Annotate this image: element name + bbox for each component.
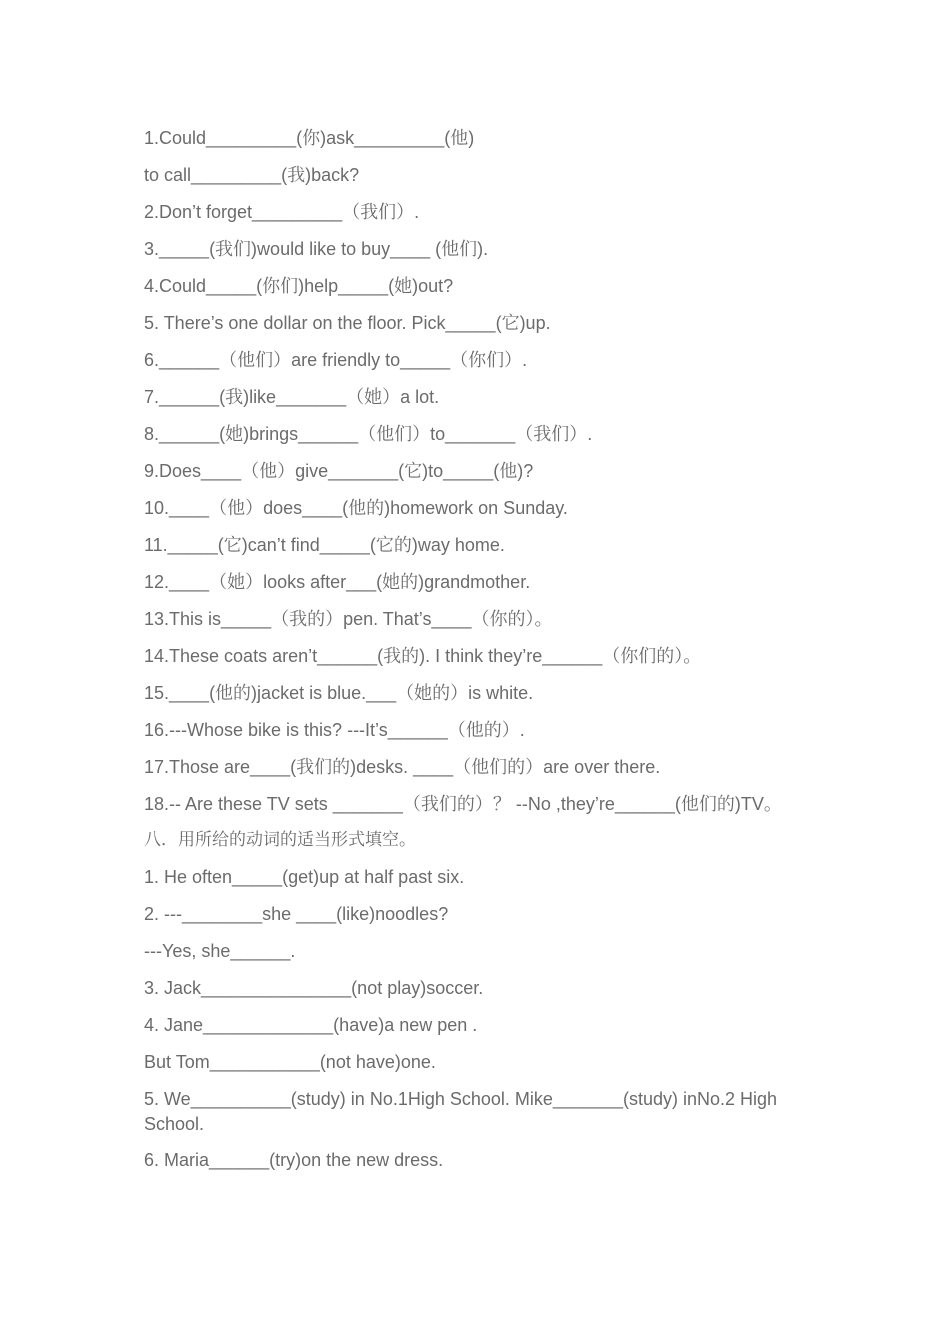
exercise-line: 9.Does____（他）give_______(它)to_____(他)? bbox=[144, 461, 534, 481]
exercise-line: 10.____（他）does____(他的)homework on Sunday. bbox=[144, 498, 568, 518]
exercise-line: But Tom___________(not have)one. bbox=[144, 1052, 436, 1072]
section-heading: 八．用所给的动词的适当形式填空。 bbox=[144, 830, 416, 850]
exercise-line: 6. Maria______(try)on the new dress. bbox=[144, 1150, 444, 1170]
exercise-line: 5. There’s one dollar on the floor. Pick_____(它)up. bbox=[144, 313, 551, 333]
exercise-line: 2. ---________she ____(like)noodles? bbox=[144, 904, 449, 924]
exercise-line: 11._____(它)can’t find_____(它的)way home. bbox=[144, 535, 505, 555]
exercise-line: ---Yes, she______. bbox=[144, 941, 296, 961]
exercise-line: 12.____（她）looks after___(她的)grandmother. bbox=[144, 572, 531, 592]
exercise-line: 17.Those are____(我们的)desks. ____（他们的）are over there. bbox=[144, 757, 661, 777]
exercise-line: 2.Don’t forget_________（我们）. bbox=[144, 202, 420, 222]
exercise-line: 1. He often_____(get)up at half past six. bbox=[144, 867, 465, 887]
exercise-line: 8.______(她)brings______（他们）to_______（我们）. bbox=[144, 424, 593, 444]
exercise-line: 4.Could_____(你们)help_____(她)out? bbox=[144, 276, 454, 296]
worksheet-content bbox=[144, 126, 784, 1185]
exercise-line: 3. Jack_______________(not play)soccer. bbox=[144, 978, 484, 998]
exercise-line: 7.______(我)like_______（她）a lot. bbox=[144, 387, 440, 407]
exercise-line: 1.Could_________(你)ask_________(他) bbox=[144, 128, 475, 148]
exercise-line: 3._____(我们)would like to buy____ (他们). bbox=[144, 239, 489, 259]
exercise-line: 6.______（他们）are friendly to_____（你们）. bbox=[144, 350, 528, 370]
exercise-line: 4. Jane_____________(have)a new pen . bbox=[144, 1015, 478, 1035]
exercise-line: 15.____(他的)jacket is blue.___（她的）is white. bbox=[144, 683, 534, 703]
exercise-line: 5. We__________(study) in No.1High School. Mike_______(study) inNo.2 High School. bbox=[144, 1089, 778, 1134]
exercise-line: 13.This is_____（我的）pen. That’s____（你的）。 bbox=[144, 609, 553, 629]
exercise-line: to call_________(我)back? bbox=[144, 165, 360, 185]
exercise-line: 16.---Whose bike is this? ---It’s______（他的）. bbox=[144, 720, 525, 740]
exercise-line: 14.These coats aren’t______(我的). I think they’re______（你们的）。 bbox=[144, 646, 702, 666]
exercise-line: 18.-- Are these TV sets _______（我们的）？ --No ,they’re______(他们的)TV。 bbox=[144, 794, 782, 814]
